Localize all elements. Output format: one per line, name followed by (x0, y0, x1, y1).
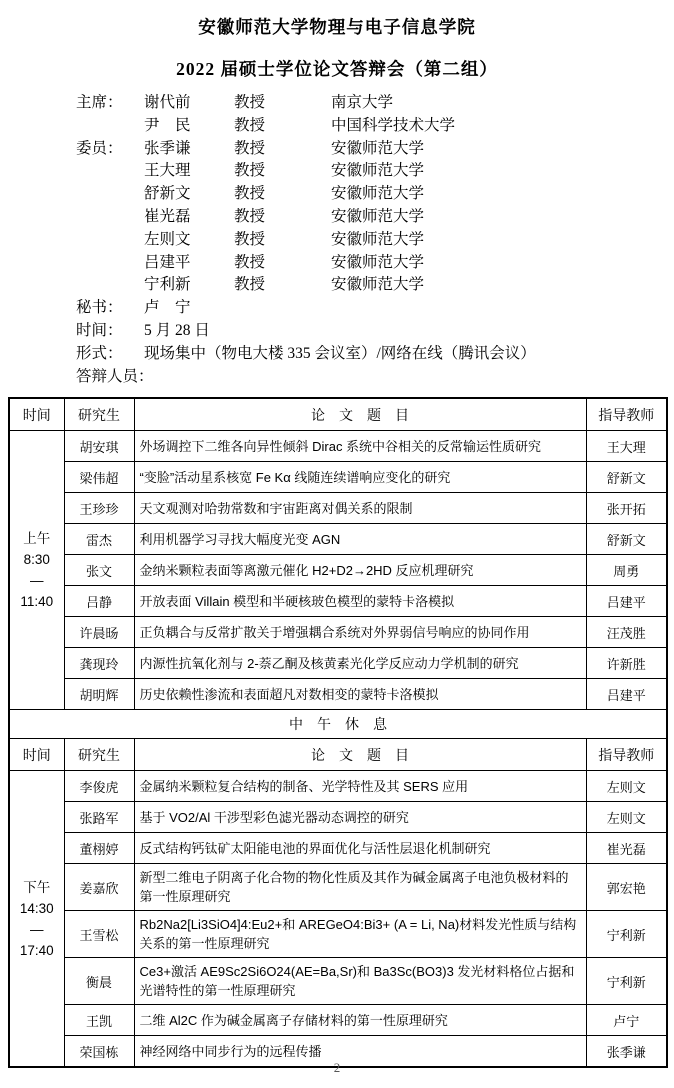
table-header-afternoon (9, 739, 667, 771)
advisor-name-cell: 周勇 (586, 555, 667, 586)
session-time-line: 17:40 (19, 942, 54, 958)
session-time-line: — (30, 921, 44, 937)
roster-label (76, 206, 144, 229)
roster-name (144, 366, 234, 389)
advisor-name-cell: 宁利新 (586, 958, 667, 1005)
document-title: 安徽师范大学物理与电子信息学院 (198, 17, 476, 37)
session-time-line: 11:40 (20, 594, 54, 610)
student-name-cell: 荣国栋 (64, 1036, 134, 1068)
advisor-name-cell: 舒新文 (586, 462, 667, 493)
session-time-cell (9, 431, 64, 710)
session-time-line: 上午 (23, 531, 51, 547)
thesis-title-cell: 二维 Al2C 作为碱金属离子存储材料的第一性原理研究 (134, 1005, 586, 1036)
roster-label: 秘书： (76, 299, 123, 317)
roster-name: 吕建平 (144, 253, 191, 271)
table-row (9, 864, 667, 911)
thesis-title-cell: 神经网络中同步行为的远程传播 (134, 1036, 586, 1068)
noon-break-label: 中 午 休 息 (9, 710, 667, 739)
thesis-title-cell: Ce3+激活 AE9Sc2Si6O24(AE=Ba,Sr)和 Ba3Sc(BO3)3 发光材料格位占据和光谱特性的第一性原理研究 (134, 958, 586, 1005)
roster-affiliation: 安徽师范大学 (331, 230, 425, 248)
roster-label (76, 115, 144, 138)
session-time-line: 14:30 (19, 900, 54, 916)
roster-name: 王大理 (144, 162, 191, 180)
student-name-cell: 李俊虎 (64, 771, 134, 802)
roster-label: 委员： (76, 139, 123, 157)
col-header-advisor: 指导教师 (586, 398, 667, 431)
roster-label (76, 274, 144, 297)
student-name-cell: 许晨旸 (64, 617, 134, 648)
roster-affiliation: 安徽师范大学 (331, 253, 425, 271)
advisor-name-cell: 吕建平 (586, 586, 667, 617)
col-header-time: 时间 (9, 398, 64, 431)
table-row (9, 493, 667, 524)
thesis-title-cell: 外场调控下二维各向异性倾斜 Dirac 系统中谷相关的反常输运性质研究 (134, 431, 586, 462)
advisor-name-cell: 卢宁 (586, 1005, 667, 1036)
table-row (9, 648, 667, 679)
roster-name: 舒新文 (144, 185, 191, 203)
roster-line (76, 138, 674, 161)
table-header-morning (9, 398, 667, 431)
student-name-cell: 董栩婷 (64, 833, 134, 864)
roster-name: 现场集中（物电大楼 335 会议室）/网络在线（腾讯会议） (144, 344, 536, 362)
roster-label (76, 160, 144, 183)
roster-label: 主席： (76, 94, 123, 111)
roster-line (76, 115, 674, 138)
col-header-student: 研究生 (64, 398, 134, 431)
roster-person-title: 教授 (234, 230, 266, 248)
advisor-name-cell: 张季谦 (586, 1036, 667, 1068)
advisor-name-cell: 左则文 (586, 771, 667, 802)
col-header-title: 论 文 题 目 (134, 398, 586, 431)
roster-label: 形式： (76, 344, 123, 362)
roster-person-title (234, 366, 331, 389)
roster-affiliation: 安徽师范大学 (331, 139, 425, 157)
roster-person-title (234, 297, 331, 320)
thesis-title-cell: 金纳米颗粒表面等离激元催化 H2+D2→2HD 反应机理研究 (134, 555, 586, 586)
student-name-cell: 王雪松 (64, 911, 134, 958)
roster-person-title: 教授 (234, 253, 266, 271)
roster (76, 92, 674, 388)
advisor-name-cell: 左则文 (586, 802, 667, 833)
roster-person-title: 教授 (234, 207, 266, 225)
col-header-advisor: 指导教师 (586, 739, 667, 771)
advisor-name-cell: 舒新文 (586, 524, 667, 555)
roster-person-title: 教授 (234, 94, 266, 111)
advisor-name-cell: 吕建平 (586, 679, 667, 710)
roster-line (76, 297, 674, 320)
roster-person-title (234, 320, 331, 343)
table-row (9, 679, 667, 710)
thesis-title-cell: 利用机器学习寻找大幅度光变 AGN (134, 524, 586, 555)
roster-person-title: 教授 (234, 276, 266, 294)
table-row (9, 462, 667, 493)
roster-person-title: 教授 (234, 162, 266, 180)
student-name-cell: 张路军 (64, 802, 134, 833)
student-name-cell: 雷杰 (64, 524, 134, 555)
thesis-title-cell: “变脸”活动星系核宽 Fe Kα 线随连续谱响应变化的研究 (134, 462, 586, 493)
thesis-title-cell: 正负耦合与反常扩散关于增强耦合系统对外界弱信号响应的协同作用 (134, 617, 586, 648)
roster-name: 5 月 28 日 (144, 321, 210, 339)
roster-line (76, 183, 674, 206)
thesis-title-cell: 基于 VO2/Al 干涉型彩色滤光器动态调控的研究 (134, 802, 586, 833)
roster-affiliation: 安徽师范大学 (331, 185, 425, 203)
roster-name: 左则文 (144, 230, 191, 248)
student-name-cell: 胡安琪 (64, 431, 134, 462)
roster-affiliation: 安徽师范大学 (331, 207, 425, 225)
roster-line (76, 160, 674, 183)
roster-line (76, 320, 674, 343)
roster-line (76, 229, 674, 252)
session-time-cell (9, 771, 64, 1068)
table-row (9, 911, 667, 958)
advisor-name-cell: 张开拓 (586, 493, 667, 524)
thesis-title-cell: 开放表面 Villain 模型和半硬核玻色模型的蒙特卡洛模拟 (134, 586, 586, 617)
table-row (9, 802, 667, 833)
student-name-cell: 王凯 (64, 1005, 134, 1036)
session-time-line: 8:30 (23, 552, 50, 568)
roster-name: 谢代前 (144, 94, 191, 111)
table-row (9, 431, 667, 462)
roster-name: 卢 宁 (144, 299, 191, 317)
table-row (9, 833, 667, 864)
thesis-title-cell: 反式结构钙钛矿太阳能电池的界面优化与活性层退化机制研究 (134, 833, 586, 864)
roster-person-title: 教授 (234, 139, 266, 157)
roster-line (76, 274, 674, 297)
roster-name: 宁利新 (144, 276, 191, 294)
thesis-title-cell: 内源性抗氧化剂与 2-萘乙酮及核黄素光化学反应动力学机制的研究 (134, 648, 586, 679)
advisor-name-cell: 汪茂胜 (586, 617, 667, 648)
advisor-name-cell: 王大理 (586, 431, 667, 462)
roster-person-title: 教授 (234, 185, 266, 203)
table-row (9, 958, 667, 1005)
roster-affiliation: 安徽师范大学 (331, 162, 425, 180)
thesis-title-cell: 金属纳米颗粒复合结构的制备、光学特性及其 SERS 应用 (134, 771, 586, 802)
advisor-name-cell: 崔光磊 (586, 833, 667, 864)
roster-affiliation: 南京大学 (331, 94, 394, 111)
roster-label (76, 252, 144, 275)
noon-break-row (9, 710, 667, 739)
thesis-title-cell: 新型二维电子阴离子化合物的物化性质及其作为碱金属离子电池负极材料的第一性原理研究 (134, 864, 586, 911)
thesis-title-cell: 历史依赖性渗流和表面超凡对数相变的蒙特卡洛模拟 (134, 679, 586, 710)
thesis-title-cell: 天文观测对哈勃常数和宇宙距离对偶关系的限制 (134, 493, 586, 524)
table-row (9, 555, 667, 586)
advisor-name-cell: 许新胜 (586, 648, 667, 679)
defense-schedule-table (8, 397, 668, 1068)
roster-affiliation: 中国科学技术大学 (331, 116, 456, 134)
table-row (9, 586, 667, 617)
student-name-cell: 吕静 (64, 586, 134, 617)
table-row (9, 524, 667, 555)
roster-person-title (234, 343, 331, 366)
col-header-title: 论 文 题 目 (134, 739, 586, 771)
student-name-cell: 梁伟超 (64, 462, 134, 493)
student-name-cell: 王珍珍 (64, 493, 134, 524)
roster-label (76, 183, 144, 206)
roster-line (76, 366, 674, 389)
roster-line (76, 343, 674, 366)
roster-line (76, 252, 674, 275)
roster-name: 尹 民 (144, 116, 191, 134)
session-time-line: 下午 (23, 879, 51, 895)
roster-label (76, 229, 144, 252)
roster-name: 崔光磊 (144, 207, 191, 225)
session-time-line: — (30, 573, 44, 589)
advisor-name-cell: 郭宏艳 (586, 864, 667, 911)
col-header-time: 时间 (9, 739, 64, 771)
student-name-cell: 龚现玲 (64, 648, 134, 679)
table-row (9, 1005, 667, 1036)
thesis-title-cell: Rb2Na2[Li3SiO4]4:Eu2+和 AREGeO4:Bi3+ (A = Li, Na)材料发光性质与结构关系的第一性原理研究 (134, 911, 586, 958)
roster-person-title: 教授 (234, 116, 266, 134)
student-name-cell: 姜嘉欣 (64, 864, 134, 911)
document-subtitle: 2022 届硕士学位论文答辩会（第二组） (176, 59, 498, 79)
roster-name: 张季谦 (144, 139, 191, 157)
student-name-cell: 衡晨 (64, 958, 134, 1005)
table-row (9, 771, 667, 802)
table-row (9, 617, 667, 648)
roster-line (76, 206, 674, 229)
advisor-name-cell: 宁利新 (586, 911, 667, 958)
page-number: 2 (333, 1060, 341, 1075)
roster-label: 时间： (76, 321, 123, 339)
col-header-student: 研究生 (64, 739, 134, 771)
roster-label: 答辩人员： (76, 367, 154, 385)
roster-line (76, 92, 674, 115)
student-name-cell: 张文 (64, 555, 134, 586)
student-name-cell: 胡明辉 (64, 679, 134, 710)
roster-affiliation: 安徽师范大学 (331, 276, 425, 294)
